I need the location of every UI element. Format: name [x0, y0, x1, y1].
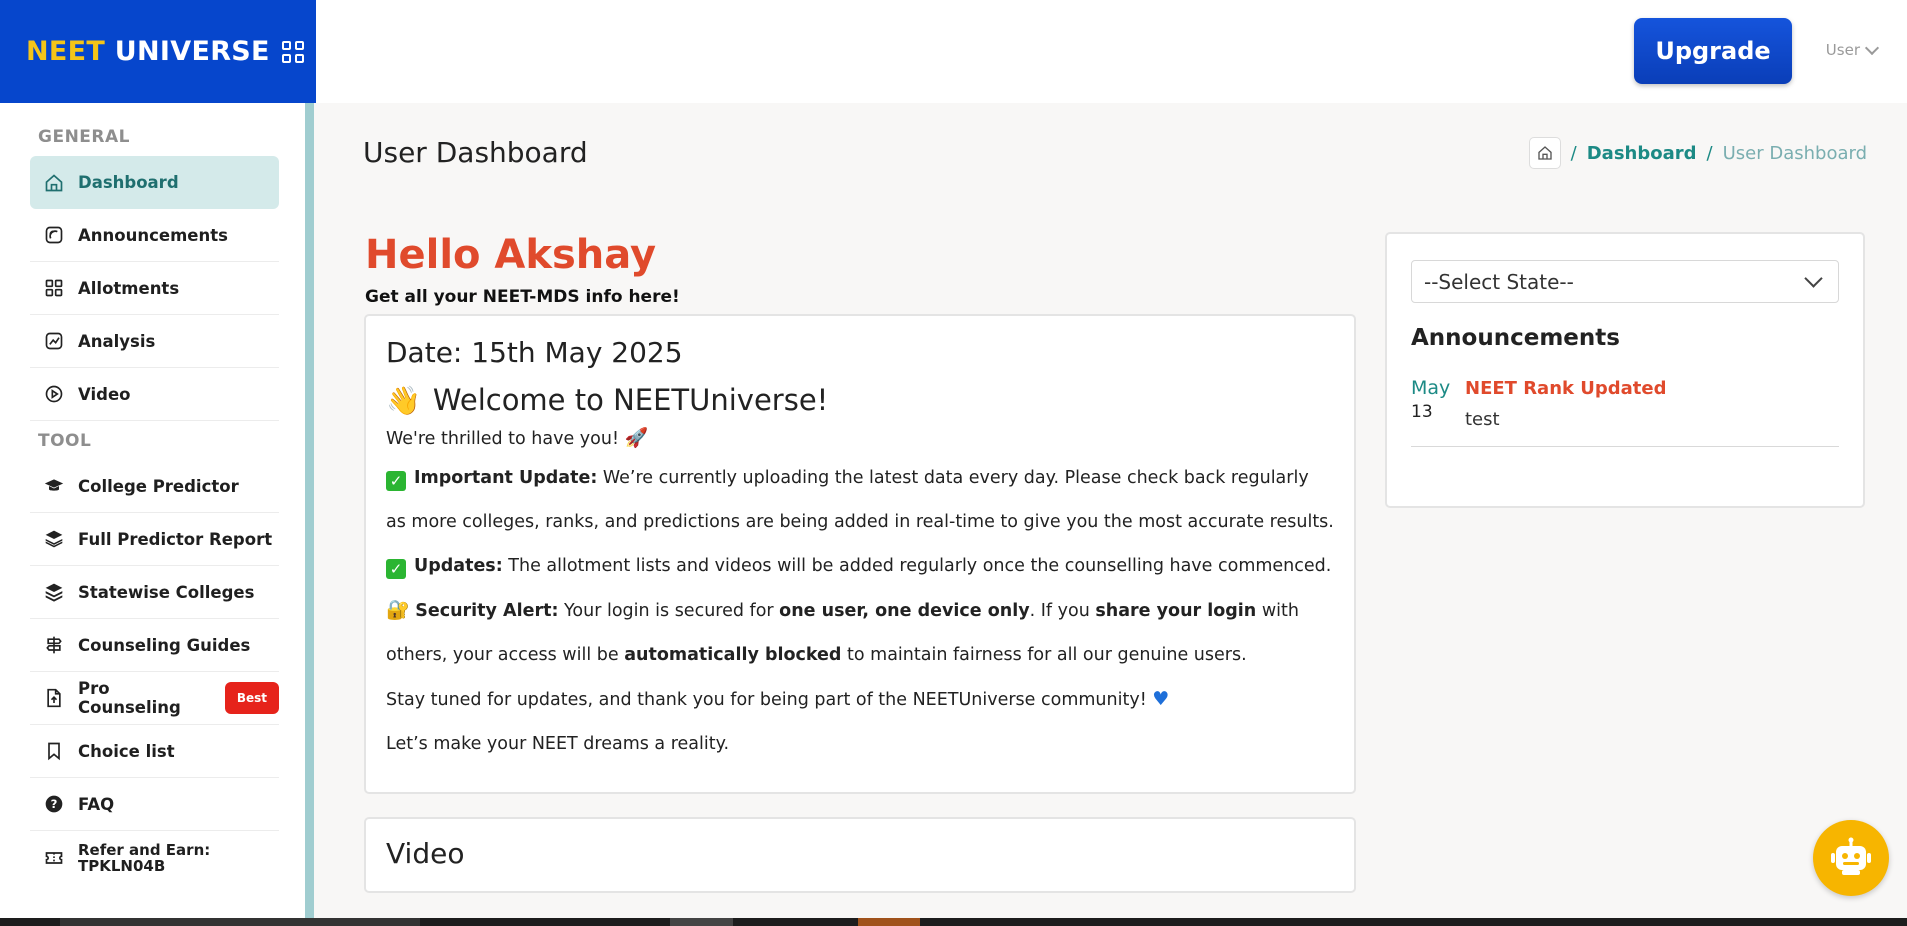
breadcrumb-home-icon[interactable] — [1529, 137, 1561, 169]
upgrade-button[interactable]: Upgrade — [1634, 18, 1792, 84]
breadcrumb — [1529, 137, 1867, 169]
greeting-title: Hello Akshay — [365, 232, 657, 278]
sidebar-item-label: Counseling Guides — [78, 635, 251, 655]
grid-icon — [44, 278, 64, 298]
breadcrumb-dashboard-link[interactable]: Dashboard — [1586, 142, 1697, 164]
announcement-text: test — [1465, 409, 1500, 430]
sidebar-item-allotments[interactable] — [30, 262, 279, 315]
sidebar-item-college-predictor[interactable] — [30, 460, 279, 513]
check-icon: ✓ — [386, 471, 406, 491]
sidebar-item-label: Statewise Colleges — [78, 582, 255, 602]
announcements-title: Announcements — [1411, 325, 1620, 351]
chatbot-button[interactable] — [1813, 820, 1889, 896]
announcement-date: May 13 — [1411, 377, 1451, 422]
breadcrumb-separator: / — [1706, 142, 1713, 164]
check-icon: ✓ — [386, 559, 406, 579]
state-select[interactable] — [1411, 260, 1839, 303]
updates-paragraph: ✓ Updates: The allotment lists and videos will be added regularly once the counselling have commenced. — [386, 544, 1334, 588]
sidebar-item-label: Analysis — [78, 331, 156, 351]
sidebar-item-label: Announcements — [78, 225, 228, 245]
signpost-icon — [44, 635, 64, 655]
blue-heart-icon: ♥ — [1152, 688, 1170, 710]
grid-menu-icon[interactable] — [282, 41, 304, 63]
welcome-thrilled: We're thrilled to have you! 🚀 — [386, 427, 649, 449]
announcements-panel — [1385, 232, 1865, 508]
chevron-down-icon — [1804, 269, 1822, 287]
play-icon — [44, 384, 64, 404]
refer-line1: Refer and Earn: — [78, 840, 211, 859]
robot-icon — [1829, 836, 1873, 880]
sidebar-item-statewise-colleges[interactable] — [30, 566, 279, 619]
lock-icon: 🔐 — [386, 599, 410, 621]
sidebar-item-counseling-guides[interactable] — [30, 619, 279, 672]
rocket-icon: 🚀 — [624, 427, 649, 449]
sidebar-item-refer-and-earn[interactable] — [30, 831, 279, 884]
sidebar-item-dashboard[interactable] — [30, 156, 279, 209]
user-menu[interactable] — [1826, 41, 1877, 59]
welcome-date: Date: 15th May 2025 — [386, 336, 683, 369]
home-icon — [44, 173, 64, 193]
bookmark-icon — [44, 741, 64, 761]
welcome-card — [364, 314, 1356, 794]
sidebar — [0, 103, 305, 920]
sidebar-item-analysis[interactable] — [30, 315, 279, 368]
announcement-heading[interactable]: NEET Rank Updated — [1465, 378, 1667, 399]
question-icon — [44, 794, 64, 814]
sidebar-item-label: Video — [78, 384, 131, 404]
sidebar-item-faq[interactable] — [30, 778, 279, 831]
sidebar-item-choice-list[interactable] — [30, 725, 279, 778]
important-update-paragraph: ✓ Important Update: We’re currently uploading the latest data every day. Please check back regularly as more colleges, ranks, and predictions are being added in real-time to give you the most accurate results. — [386, 468, 1334, 532]
breadcrumb-separator: / — [1570, 142, 1577, 164]
sidebar-item-full-predictor-report[interactable] — [30, 513, 279, 566]
announcement-item[interactable] — [1411, 377, 1839, 447]
sidebar-item-label: Dashboard — [78, 173, 179, 192]
sidebar-item-label: Pro Counseling — [78, 679, 181, 717]
waving-hand-icon: 👋 — [386, 383, 421, 417]
security-alert-paragraph: 🔐 Security Alert: Your login is secured for one user, one device only. If you share your login with others, your access will be automatically blocked to maintain fairness for all our genuine users. — [386, 599, 1299, 665]
chevron-down-icon — [1865, 40, 1879, 54]
layers-icon — [44, 529, 64, 549]
sidebar-divider — [305, 103, 314, 920]
sidebar-item-label: FAQ — [78, 794, 115, 814]
sidebar-item-pro-counseling[interactable] — [30, 672, 279, 725]
document-icon — [44, 688, 64, 708]
greeting-subtitle: Get all your NEET-MDS info here! — [365, 287, 680, 307]
brand-part2: UNIVERSE — [105, 36, 270, 67]
best-badge: Best — [225, 682, 279, 714]
sidebar-item-label: Allotments — [78, 278, 180, 298]
page-title: User Dashboard — [363, 136, 588, 169]
bottom-strip — [0, 918, 1907, 926]
user-label: User — [1825, 41, 1860, 59]
ticket-icon — [44, 848, 64, 868]
topbar — [316, 0, 1907, 103]
announcement-icon — [44, 225, 64, 245]
state-select-value: --Select State-- — [1424, 269, 1574, 294]
stay-tuned-paragraph: Stay tuned for updates, and thank you for being part of the NEETUniverse community! ♥ — [386, 688, 1170, 710]
brand-logo[interactable] — [0, 0, 316, 103]
video-card — [364, 817, 1356, 893]
video-card-title: Video — [386, 837, 465, 870]
dreams-paragraph: Let’s make your NEET dreams a reality. — [386, 734, 730, 754]
referral-code: TPKLN04B — [78, 856, 166, 875]
svg-text:?: ? — [50, 797, 58, 812]
welcome-heading: Welcome to NEETUniverse! — [432, 383, 829, 417]
sidebar-item-video[interactable] — [30, 368, 279, 421]
refer-label — [78, 842, 210, 874]
graduation-cap-icon — [44, 476, 64, 496]
sidebar-item-announcements[interactable] — [30, 209, 279, 262]
sidebar-item-label: Choice list — [78, 741, 175, 761]
breadcrumb-current: User Dashboard — [1722, 142, 1867, 164]
stack-icon — [44, 582, 64, 602]
section-label-tool: TOOL — [38, 431, 92, 451]
sidebar-item-label: College Predictor — [78, 476, 239, 496]
sidebar-item-label: Full Predictor Report — [78, 529, 273, 549]
brand-part1: NEET — [26, 36, 106, 67]
section-label-general: GENERAL — [38, 127, 130, 147]
analysis-icon — [44, 331, 64, 351]
